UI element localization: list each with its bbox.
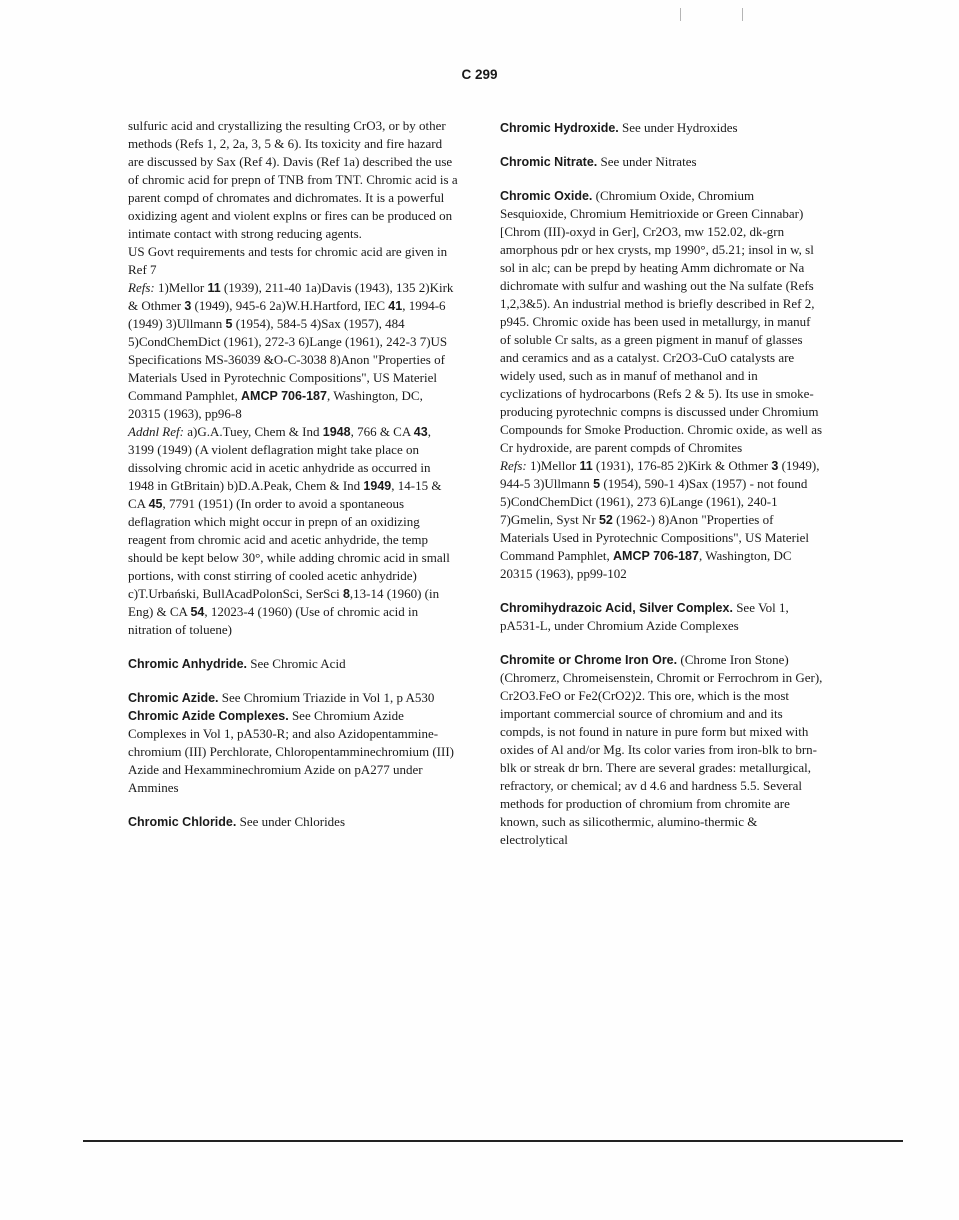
entry-heading: Chromic Chloride. [128,815,237,829]
text-run: (Chromium Oxide, Chromium Sesquioxide, Chromium Hemitrioxide or Green Cinnabar) [Chrom (III)-oxyd in Ger], Cr2O3, mw 152.02, dk-grn amorphous pdr or hex crysts, mp 1990°, d5.21; insol in w, sl sol in alc; can be prepd by heating Amm dichromate or Na dichromate with sulfur and washing out the Na sulfate (Refs 1,2,3&5). An industrial method is briefly described in Ref 2, p945. Chromic oxide has been used in metallurgy, in manuf of soluble Cr salts, as a green pigment in manuf of glasses and ceramics and as a catalyst. Cr2O3-CuO catalysts are widely used, such as in manuf of methanol and in cyclizations of hydrocarbons (Refs 2 & 5). Its use in smoke-producing pyrotechnic compns is discussed under Chromium Compounds for Smoke Production. Chromic oxide, as well as Cr hydroxide, are parent compds of Chromites [500,188,823,455]
bold-ref: 1948 [322,425,351,439]
bold-ref: 11 [579,459,593,473]
paragraph-r4 [500,457,823,583]
text-run: , 14-15 & CA [128,478,442,511]
entry-heading: Chromic Azide. [128,691,219,705]
text-run: US Govt requirements and tests for chromic acid are given in Ref 7 [128,244,448,277]
entry-heading: Chromic Nitrate. [500,155,598,169]
page-number: C 299 [461,67,498,82]
paragraph-l3 [128,279,458,423]
text-run: , 7791 (1951) (In order to avoid a spontaneous deflagration which might occur in prepn of an oxidizing reagent from chromic acid and acetic anhydride, the temp should be kept below 30°, while adding chromic acid in small portions, with const stirring of cooled acetic anhydride) c)T.Urbański, BullAcadPolonSci, SerSci [128,496,450,601]
entry-heading: Chromic Hydroxide. [500,121,619,135]
entry-heading: Chromic Anhydride. [128,657,247,671]
left-column [128,117,458,831]
paragraph-l4 [128,423,458,639]
text-run: , Washington, DC 20315 (1963), pp99-102 [500,548,792,581]
scan-mark [742,8,743,21]
text-run: See under Chlorides [236,814,346,829]
paragraph-l1 [128,117,458,243]
text-run: (1949), 944-5 3)Ullmann [500,458,820,491]
text-run: See Chromium Triazide in Vol 1, p A530 [218,690,435,705]
text-run: , 1994-6 (1949) 3)Ullmann [128,298,446,331]
paragraph-r6 [500,651,823,849]
text-run: , 12023-4 (1960) (Use of chromic acid in nitration of toluene) [128,604,419,637]
text-run: ,13-14 (1960) (in Eng) & CA [128,586,440,619]
ref-label: Addnl Ref: [128,424,184,439]
text-run: , 766 & CA [350,424,414,439]
bold-ref: 3 [184,299,192,313]
ref-label: Refs: [500,458,527,473]
paragraph-r2 [500,153,823,171]
paragraph-r3 [500,187,823,457]
right-column [500,119,823,849]
bold-ref: 43 [413,425,428,439]
text-run: , Washington, DC, 20315 (1963), pp96-8 [128,388,423,421]
bold-ref: 5 [593,477,601,491]
text-run: (1949), 945-6 2a)W.H.Hartford, IEC [191,298,389,313]
text-run: See Vol 1, pA531-L, under Chromium Azide Complexes [500,600,789,633]
text-run: a)G.A.Tuey, Chem & Ind [183,424,323,439]
entry-heading: Chromic Oxide. [500,189,593,203]
bold-ref: 11 [207,281,221,295]
text-run: (1931), 176-85 2)Kirk & Othmer [592,458,772,473]
bold-ref: 41 [388,299,403,313]
entry-heading: Chromic Azide Complexes. [128,709,289,723]
bold-ref: AMCP 706-187 [241,389,327,403]
text-run: (1939), 211-40 1a)Davis (1943), 135 2)Kirk & Othmer [128,280,454,313]
text-run: , 3199 (1949) (A violent deflagration might take place on dissolving chromic acid in acetic anhydride as occurred in 1948 in GtBritain) b)D.A.Peak, Chem & Ind [128,424,431,493]
bold-ref: 5 [225,317,233,331]
paragraph-r1 [500,119,823,137]
text-run: (1962-) 8)Anon "Properties of Materials Used in Pyrotechnic Compositions", US Materiel Command Pamphlet, [500,512,809,563]
text-run: See under Nitrates [597,154,697,169]
scan-mark [680,8,681,21]
text-run: See under Hydroxides [618,120,738,135]
text-run: (1954), 584-5 4)Sax (1957), 484 5)CondChemDict (1961), 272-3 6)Lange (1961), 242-3 7)US Specifications MS-36039 &O-C-3038 8)Anon "Properties of Materials Used in Pyrotechnic Compositions", US Materiel Command Pamphlet, [128,316,448,403]
text-run: sulfuric acid and crystallizing the resulting CrO3, or by other methods (Refs 1, 2, 2a, 3, 5 & 6). Its toxicity and fire hazard are discussed by Sax (Ref 4). Davis (Ref 1a) described the use of chromic acid for prepn of TNB from TNT. Chromic acid is a parent compd of chromates and dichromates. It is a powerful oxidizing agent and violent explns or fires can be produced on intimate contact with strong reducing agents. [128,118,458,241]
paragraph-l2 [128,243,458,279]
text-run: 1)Mellor [154,280,208,295]
entry-heading: Chromihydrazoic Acid, Silver Complex. [500,601,733,615]
footer-rule [83,1140,903,1142]
text-run: (1954), 590-1 4)Sax (1957) - not found 5)CondChemDict (1961), 273 6)Lange (1961), 240-1 7)Gmelin, Syst Nr [500,476,808,527]
bold-ref: 3 [771,459,779,473]
text-run: (Chrome Iron Stone) (Chromerz, Chromeisenstein, Chromit or Ferrochrom in Ger), Cr2O3.FeO or Fe2(CrO2)2. This ore, which is the most important commercial source of chromium and and its compds, is not found in nature in pure form but mixed with oxides of Al and/or Mg. Its color varies from iron-blk to brn-blk or streak dr brn. There are several grades: metallurgical, refractory, or chemical; av d 4.6 and hardness 5.5. Several methods for production of chromium from chromite are known, such as silicothermic, alumino-thermic & electrolytical [500,652,823,847]
bold-ref: 8 [342,587,350,601]
text-run: 1)Mellor [526,458,580,473]
bold-ref: 45 [148,497,163,511]
paragraph-l7 [128,707,458,797]
paragraph-l8 [128,813,458,831]
bold-ref: 52 [598,513,613,527]
paragraph-l5 [128,655,458,673]
paragraph-l6 [128,689,458,707]
paragraph-r5 [500,599,823,635]
bold-ref: AMCP 706-187 [613,549,699,563]
entry-heading: Chromite or Chrome Iron Ore. [500,653,678,667]
bold-ref: 1949 [363,479,392,493]
text-run: See Chromium Azide Complexes in Vol 1, pA530-R; and also Azidopentammine-chromium (III) Perchlorate, Chloropentamminechromium (III) Azide and Hexamminechromium Azide on pA277 under Ammines [128,708,454,795]
bold-ref: 54 [190,605,205,619]
text-run: See Chromic Acid [247,656,346,671]
ref-label: Refs: [128,280,155,295]
